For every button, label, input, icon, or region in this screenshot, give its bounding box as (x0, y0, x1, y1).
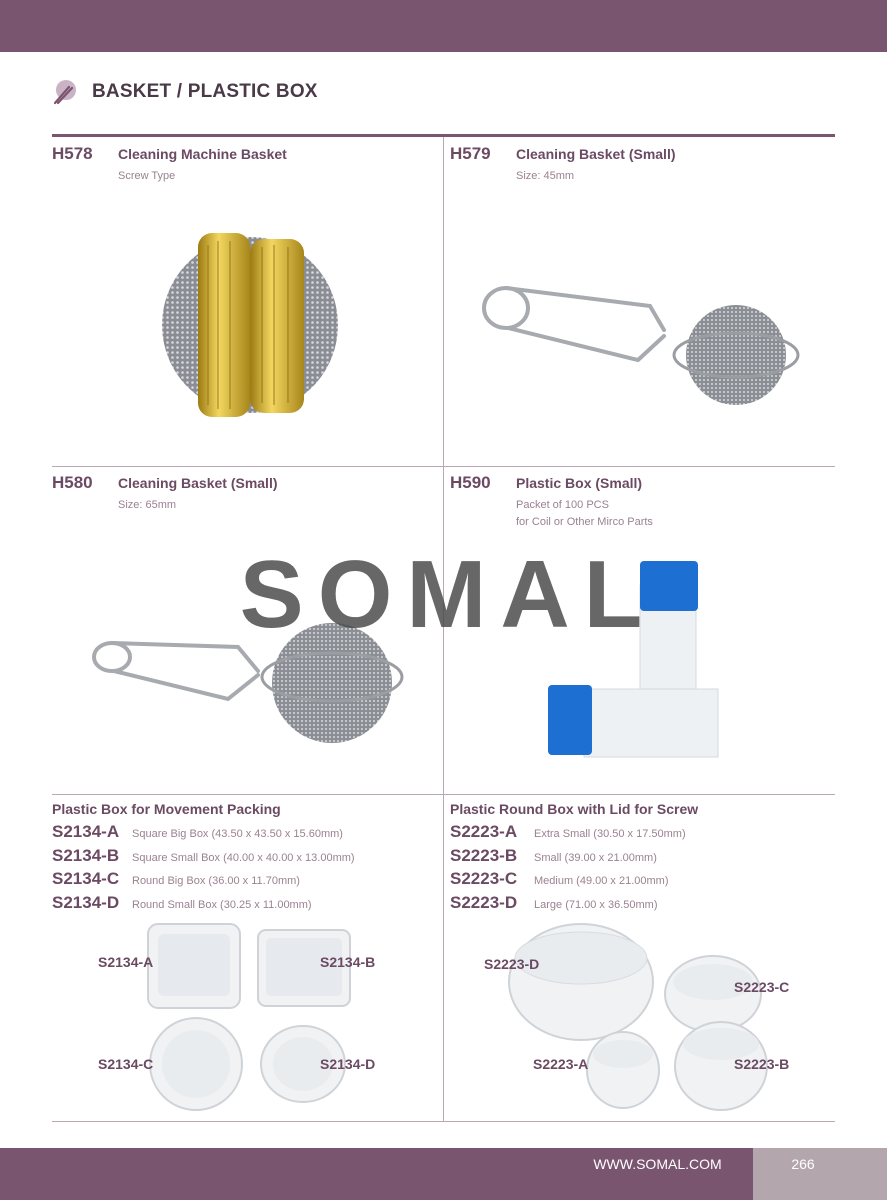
item-desc: Large (71.00 x 36.50mm) (534, 898, 658, 911)
round-boxes-title: Plastic Round Box with Lid for Screw (450, 801, 699, 817)
cleaning-basket-45mm-photo (478, 270, 808, 410)
footer-url[interactable]: WWW.SOMAL.COM (593, 1156, 722, 1172)
list-item (450, 822, 686, 846)
item-desc: Square Big Box (43.50 x 43.50 x 15.60mm) (132, 828, 343, 840)
product-code: H590 (450, 473, 491, 492)
item-code: S2223-B (450, 845, 518, 865)
list-item (52, 893, 355, 917)
bottom-divider (52, 1121, 835, 1122)
movement-boxes-title: Plastic Box for Movement Packing (52, 801, 281, 817)
product-code: H578 (52, 144, 93, 163)
product-title: Cleaning Basket (Small) (516, 146, 676, 162)
item-desc: Square Small Box (40.00 x 40.00 x 13.00mm) (132, 851, 355, 864)
product-detail: Screw Type (118, 170, 176, 182)
photo-label: S2134-D (320, 1056, 376, 1072)
product-h579 (450, 144, 676, 185)
item-desc: Small (39.00 x 21.00mm) (534, 851, 657, 864)
list-item (52, 869, 355, 893)
product-title: Plastic Box (Small) (516, 475, 643, 491)
photo-label: S2223-C (734, 979, 790, 995)
item-code: S2223-A (450, 822, 518, 841)
item-code: S2134-C (52, 869, 120, 888)
list-item (52, 846, 355, 870)
item-code: S2134-D (52, 892, 120, 912)
product-detail: Size: 45mm (516, 170, 575, 182)
product-code: H579 (450, 144, 491, 163)
item-desc: Medium (49.00 x 21.00mm) (534, 875, 669, 887)
product-h590 (450, 473, 653, 531)
item-desc: Round Big Box (36.00 x 11.70mm) (132, 875, 300, 887)
item-code: S2223-D (450, 892, 518, 912)
product-code: H580 (52, 473, 93, 492)
product-detail: Packet of 100 PCS (516, 499, 609, 511)
photo-label: S2223-D (484, 956, 540, 972)
round-boxes-list (450, 822, 686, 916)
product-h578 (52, 144, 287, 185)
product-detail: for Coil or Other Mirco Parts (516, 516, 653, 528)
item-code: S2134-A (52, 822, 120, 841)
cleaning-machine-basket-photo (150, 225, 350, 425)
photo-label: S2134-C (98, 1056, 154, 1072)
list-item (450, 869, 686, 893)
product-detail: Size: 65mm (118, 499, 177, 511)
item-desc: Extra Small (30.50 x 17.50mm) (534, 828, 686, 840)
photo-label: S2223-B (734, 1056, 790, 1072)
movement-boxes-list (52, 822, 355, 916)
round-boxes-photo (505, 918, 775, 1113)
watermark: SOMAL (239, 541, 657, 648)
item-code: S2134-B (52, 845, 120, 865)
section-title: BASKET / PLASTIC BOX (92, 81, 318, 102)
item-desc: Round Small Box (30.25 x 11.00mm) (132, 898, 312, 911)
photo-label: S2134-A (98, 954, 154, 970)
list-item (450, 846, 686, 870)
list-item (450, 893, 686, 917)
page-number: 266 (791, 1156, 815, 1172)
top-bar (0, 0, 887, 52)
tweezer-icon (50, 78, 78, 106)
product-title: Cleaning Basket (Small) (118, 475, 278, 491)
product-h580 (52, 473, 278, 514)
product-title: Cleaning Machine Basket (118, 146, 287, 162)
photo-label: S2223-A (533, 1056, 589, 1072)
photo-label: S2134-B (320, 954, 376, 970)
movement-boxes-photo (140, 918, 360, 1113)
section-header (50, 75, 318, 109)
list-item (52, 822, 355, 846)
item-code: S2223-C (450, 869, 518, 888)
